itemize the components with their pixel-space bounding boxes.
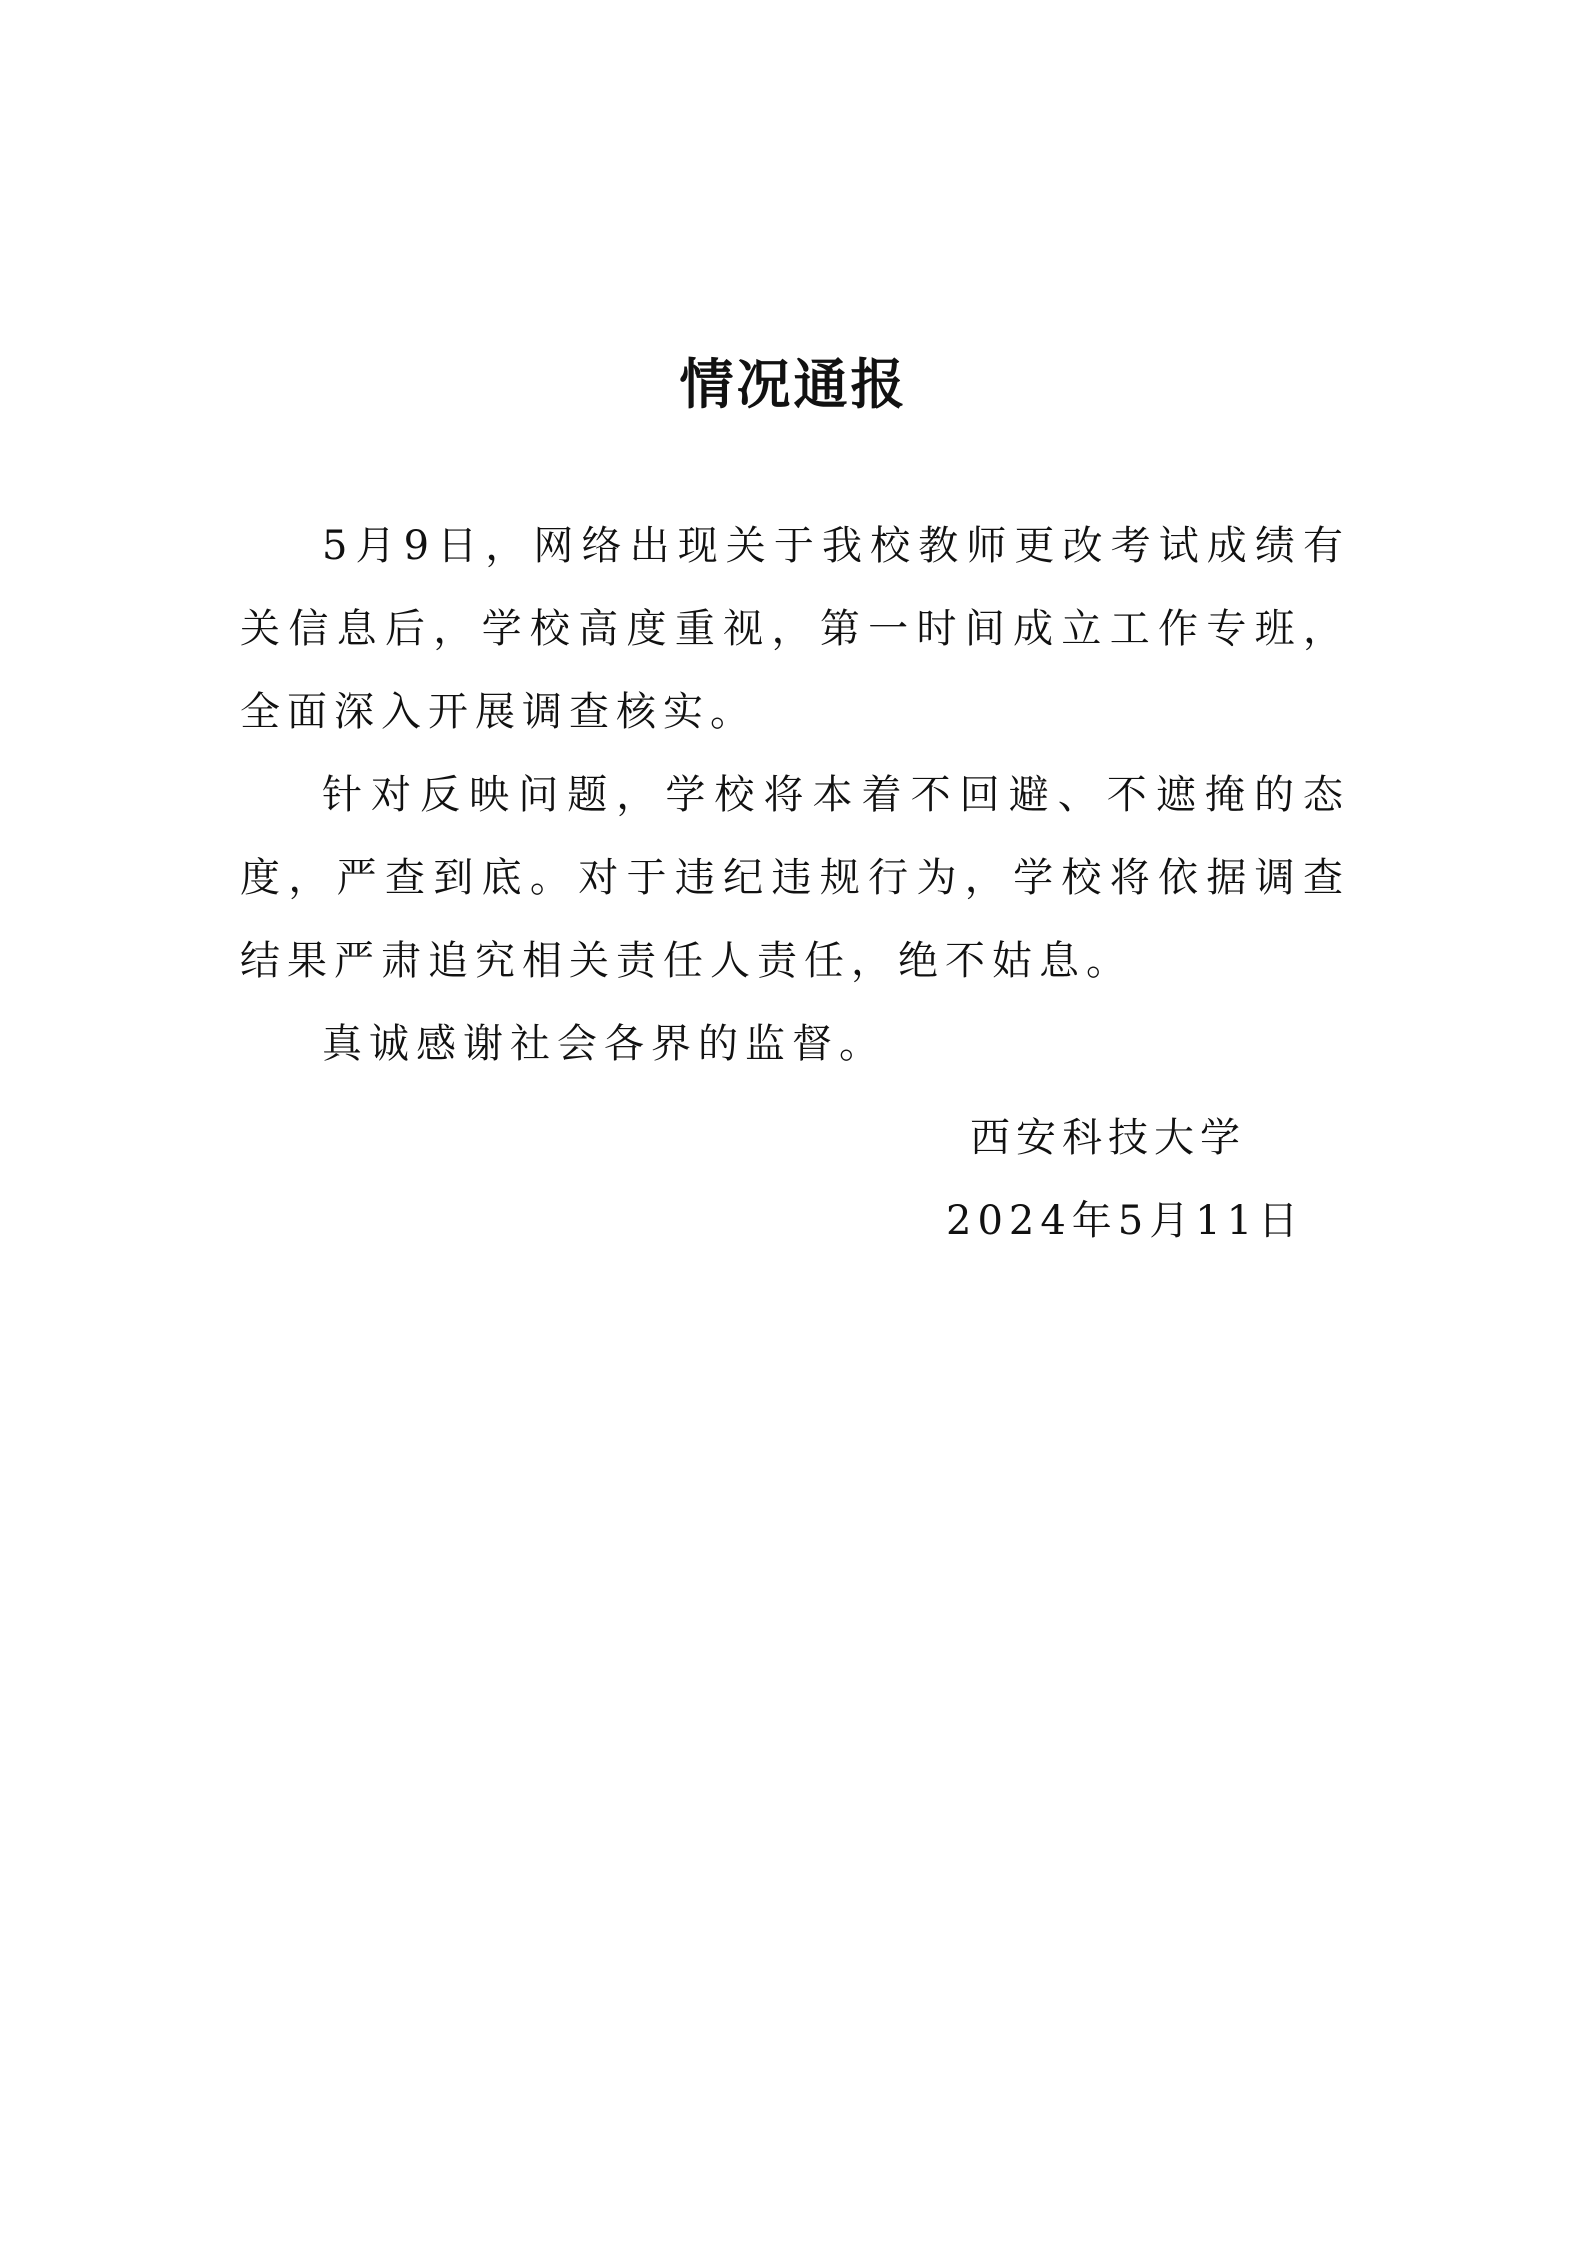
signature-block bbox=[900, 1097, 1400, 1263]
paragraph-incident: 5月9日，网络出现关于我校教师更改考试成绩有关信息后，学校高度重视，第一时间成立工作专班，全面深入开展调查核实。 bbox=[240, 523, 1350, 735]
paragraph-thanks: 真诚感谢社会各界的监督。 bbox=[322, 1021, 886, 1067]
signature-organization: 西安科技大学 bbox=[970, 1115, 1246, 1161]
signature-date: 2024年5月11日 bbox=[946, 1198, 1305, 1244]
paragraph-response: 针对反映问题，学校将本着不回避、不遮掩的态度，严查到底。对于违纪违规行为，学校将依据调查结果严肃追究相关责任人责任，绝不姑息。 bbox=[240, 772, 1350, 984]
document-title: 情况通报 bbox=[679, 353, 908, 416]
document-body bbox=[240, 505, 1350, 1086]
